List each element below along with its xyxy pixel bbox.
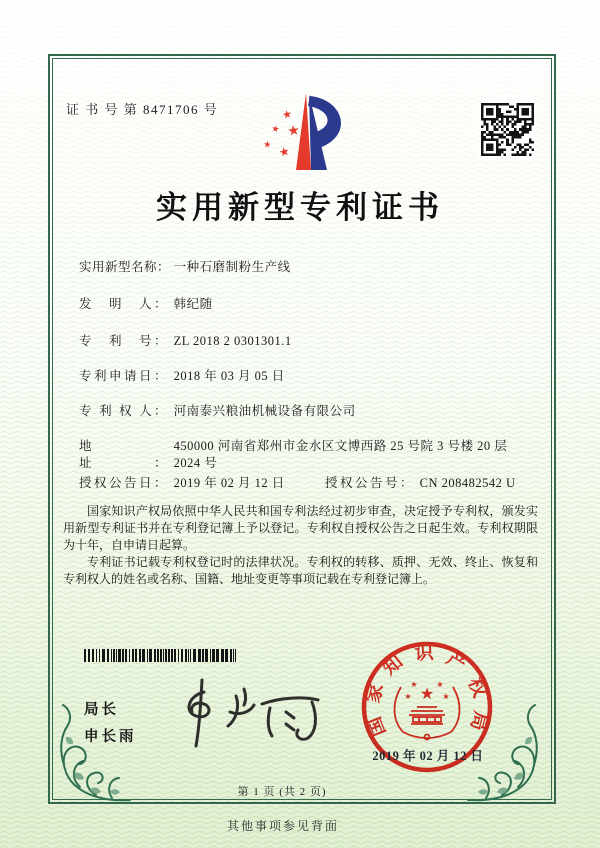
director-title: 局长 xyxy=(84,702,119,718)
field-label: 授权公告日： xyxy=(79,476,167,490)
field-row xyxy=(79,475,285,492)
field-value: CN 208482542 U xyxy=(419,476,516,490)
emblem-star-icon: ★ xyxy=(442,692,450,701)
cnipa-logo xyxy=(253,91,350,173)
body-paragraph: 专利证书记载专利权登记时的法律状况。专利权的转移、质押、无效、终止、恢复和专利权人的姓名或名称、国籍、地址变更等事项记载在专利登记簿上。 xyxy=(63,555,538,586)
director-name: 申长雨 xyxy=(84,729,137,745)
field-row xyxy=(79,333,292,350)
field-row xyxy=(79,296,213,313)
field-value: 2019 年 02 月 12 日 xyxy=(173,476,285,490)
page-number: 第 1 页 (共 2 页) xyxy=(237,786,327,798)
field-value: 450000 河南省郑州市金水区文博西路 25 号院 3 号楼 20 层 2024 号 xyxy=(173,439,508,470)
field-row xyxy=(79,403,356,420)
back-note: 其他事项参见背面 xyxy=(226,819,339,833)
field-value: 河南泰兴粮油机械设备有限公司 xyxy=(173,404,356,418)
seal-date: 2019 年 02 月 12 日 xyxy=(372,749,484,763)
field-label: 实用新型名称： xyxy=(79,260,171,274)
field-value: 一种石磨制粉生产线 xyxy=(173,260,291,274)
barcode xyxy=(84,649,237,662)
field-label: 发 明 人： xyxy=(79,297,167,311)
logo-star-icon: ★ xyxy=(280,107,294,122)
field-row xyxy=(79,438,528,472)
field-label: 专 利 号： xyxy=(79,334,167,348)
field-label: 专利申请日： xyxy=(79,369,167,383)
emblem-star-icon: ★ xyxy=(410,680,418,689)
logo-stars xyxy=(263,107,301,160)
emblem-stars xyxy=(404,680,449,703)
field-value: ZL 2018 2 0301301.1 xyxy=(173,334,292,348)
field-value: 2018 年 03 月 05 日 xyxy=(173,369,285,383)
logo-star-icon: ★ xyxy=(262,140,272,151)
body-text xyxy=(63,503,538,588)
emblem-star-icon: ★ xyxy=(419,684,435,703)
certificate-title: 实用新型专利证书 xyxy=(156,190,444,225)
field-row xyxy=(79,368,285,385)
body-paragraph: 国家知识产权局依照中华人民共和国专利法经过初步审查，决定授予专利权，颁发实用新型专利证书并在专利登记簿上予以登记。专利权自授权公告之日起生效。专利权期限为十年，自申请日起算。 xyxy=(63,504,538,552)
emblem-star-icon: ★ xyxy=(436,680,444,689)
logo-star-icon: ★ xyxy=(286,122,301,140)
seal-ring-text: 国家知识产权局 xyxy=(362,642,492,740)
field-label: 授权公告号： xyxy=(325,476,413,490)
field-label: 地 址： xyxy=(79,439,167,470)
field-row xyxy=(79,259,291,276)
certificate-number: 证 书 号 第 8471706 号 xyxy=(66,102,219,117)
qr-code xyxy=(479,101,536,158)
field-value: 韩纪随 xyxy=(173,297,213,311)
signature-handwriting xyxy=(174,678,324,748)
logo-star-icon: ★ xyxy=(277,143,292,160)
corner-flourish-left-icon xyxy=(52,697,134,803)
field-row xyxy=(325,475,516,492)
logo-star-icon: ★ xyxy=(270,124,281,136)
field-label: 专 利 权 人： xyxy=(79,404,167,418)
emblem-star-icon: ★ xyxy=(404,692,412,701)
